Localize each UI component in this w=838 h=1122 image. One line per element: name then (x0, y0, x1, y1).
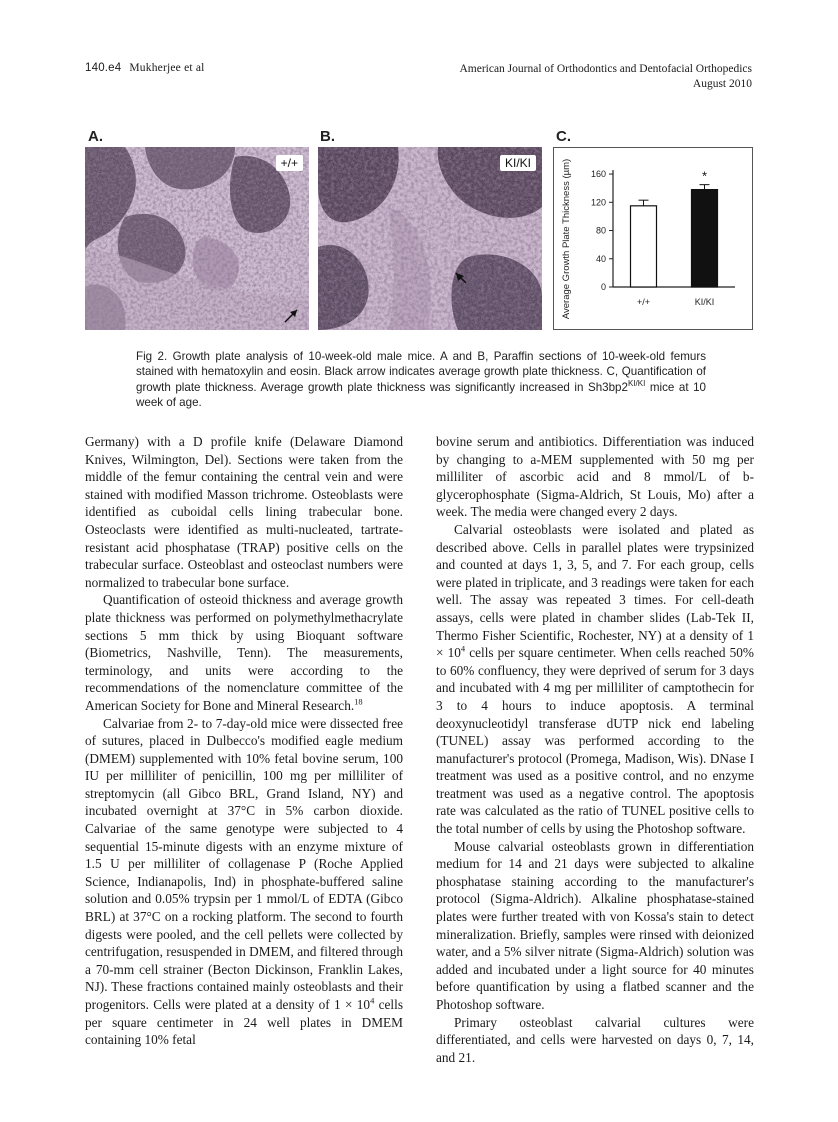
x-tick-label: +/+ (636, 297, 651, 307)
left-text-column (85, 433, 403, 1049)
paragraph-text: cells per square centimeter in 24 well plates in DMEM containing 10% fetal (85, 997, 403, 1048)
exponent: 4 (460, 643, 466, 654)
y-tick-label: 40 (595, 253, 606, 264)
caption-text-end: mice at 10 week of age. (136, 380, 706, 409)
running-header-left (85, 62, 205, 74)
author-line: Mukherjee et al (129, 62, 205, 74)
micrograph-panel-b (318, 147, 542, 330)
right-text-column (436, 433, 754, 1066)
paragraph (436, 521, 754, 838)
panel-label-a: A. (88, 128, 103, 145)
panel-label-b: B. (320, 128, 335, 145)
micrograph-a-image (85, 147, 309, 330)
reference-superscript: 18 (354, 696, 363, 707)
significance-marker: * (701, 168, 708, 184)
paragraph-text: Calvariae from 2- to 7-day-old mice were dissected free of sutures, placed in Dulbecco's modified eagle medium (DMEM) supplemented with 10% fetal bovine serum, 100 IU per milliliter of penicillin, 100 mg per milliliter of streptomycin (all Gibco BRL, Grand Island, NY) and incubated overnight at 37°C in 5% carbon dioxide. Calvariae of the same genotype were subjected to 4 sequential 15-minute digests with an enzyme mixture of 1.5 U per milliliter of collagenase P (Roche Applied Science, Indianapolis, Ind) in phosphate-buffered saline solution and 0.05% trypsin per 1 mmol/L of EDTA (Gibco BRL) at 37°C on a rocking platform. The second to fourth digests were pooled, and the cell pellets were collected by centrifugation, resuspended in DMEM, and filtered through a 70-mm cell strainer (Becton Dickinson, Franklin Lakes, NJ). These fractions contained mainly osteoblasts and their progenitors. Cells were plated at a density of 1 × 10 (85, 715, 403, 1012)
genotype-tag-knockin: KI/KI (500, 155, 536, 171)
paragraph (85, 591, 403, 714)
micrograph-b-image (318, 147, 542, 330)
chart-svg (553, 147, 753, 330)
figure-caption (136, 349, 706, 410)
paragraph-text: Quantification of osteoid thickness and average growth plate thickness was performed on polymethylmethacrylate sections 5 mm thick by using Bioquant software (Biometrics, Nashville, Tenn). The measurements, terminology, and units were according to the recommendations of the nomenclature committee of the American Society for Bone and Mineral Research. (85, 592, 403, 713)
y-tick-label: 0 (600, 282, 606, 292)
caption-text: Fig 2. Growth plate analysis of 10-week-old male mice. A and B, Paraffin sections of 10-week-old femurs stained with hematoxylin and eosin. Black arrow indicates average growth plate thickness. C, Quantification of growth plate thickness. Average growth plate thickness was significantly increased in Sh3bp2 (136, 350, 706, 394)
bar (631, 206, 657, 287)
caption-genotype-sup: KI/KI (627, 378, 646, 388)
panel-label-c: C. (556, 128, 571, 145)
journal-title: American Journal of Orthodontics and Dentofacial Orthopedics (459, 63, 752, 75)
paragraph: Mouse calvarial osteoblasts grown in differentiation medium for 14 and 21 days were subjected to alkaline phosphatase staining according to the manufacturer's protocol (Sigma-Aldrich). Alkaline phosphatase-stained plates were further treated with von Kossa's stain to detect mineralization. Briefly, samples were rinsed with deionized water, and a 5% silver nitrate (Sigma-Aldrich) solution was added and incubated under a light source for 40 minutes before quantification by using a flatbed scanner and the Photoshop software. (436, 838, 754, 1012)
paragraph: Primary osteoblast calvarial cultures were differentiated, and cells were harvested on days 0, 7, 14, and 21. (436, 1014, 754, 1065)
y-axis-label: Average Growth Plate Thickness (µm) (561, 158, 572, 320)
paragraph-text: cells per square centimeter. When cells reached 50% to 60% confluency, they were deprived of serum for 3 days and incubated with 4 mg per milliliter of camptothecin for 3 to 4 hours to induce apoptosis. A terminal deoxynucleotidyl transferase dUTP nick end labeling (TUNEL) assay was performed according to the manufacturer's protocol (Promega, Madison, Wis). DNase I treatment was used as a positive control, and no enzyme treatment was used as a negative control. The apoptosis rate was calculated as the ratio of TUNEL positive cells to the total number of cells by using the Photoshop software. (436, 645, 754, 837)
x-tick-label: KI/KI (694, 297, 715, 307)
y-tick-label: 80 (595, 225, 606, 236)
paragraph-text: Calvarial osteoblasts were isolated and plated as described above. Cells in parallel plates were trypsinized and counted at days 1, 3, 5, and 7. For each group, cells were plated in triplicate, and 3 readings were taken for each well. The assay was repeated 3 times. For cell-death assays, cells were plated in chamber slides (Lab-Tek II, Thermo Fisher Scientific, Rochester, NY) at a density of 1 × 10 (436, 521, 754, 661)
paragraph (85, 715, 403, 1049)
running-header-right (459, 62, 752, 92)
issue-date: August 2010 (692, 78, 752, 90)
page-number: 140.e4 (85, 62, 122, 74)
paragraph: Germany) with a D profile knife (Delaware Diamond Knives, Wilmington, Del). Sections were taken from the middle of the femur containing the central vein and were stained with modified Masson trichrome. Osteoblasts were identified as cuboidal cells lining trabecular bone. Osteoclasts were identified as multi-nucleated, tartrate-resistant acid phosphatase (TRAP) positive cells on the trabecular surface. Osteoblast and osteoclast numbers were normalized to trabecular bone surface. (85, 434, 403, 590)
y-tick-label: 120 (590, 197, 606, 208)
micrograph-panel-a (85, 147, 309, 330)
paragraph: bovine serum and antibiotics. Differentiation was induced by changing to a-MEM supplemented with 50 mg per milliliter of ascorbic acid and 8 mmol/L of b-glycerophosphate (Sigma-Aldrich, St Louis, Mo) after a week. The media were changed every 2 days. (436, 434, 754, 520)
y-tick-label: 160 (590, 169, 606, 180)
growth-plate-chart (553, 147, 753, 330)
bar (692, 190, 718, 287)
exponent: 4 (370, 995, 375, 1006)
genotype-tag-wildtype: +/+ (276, 155, 303, 171)
